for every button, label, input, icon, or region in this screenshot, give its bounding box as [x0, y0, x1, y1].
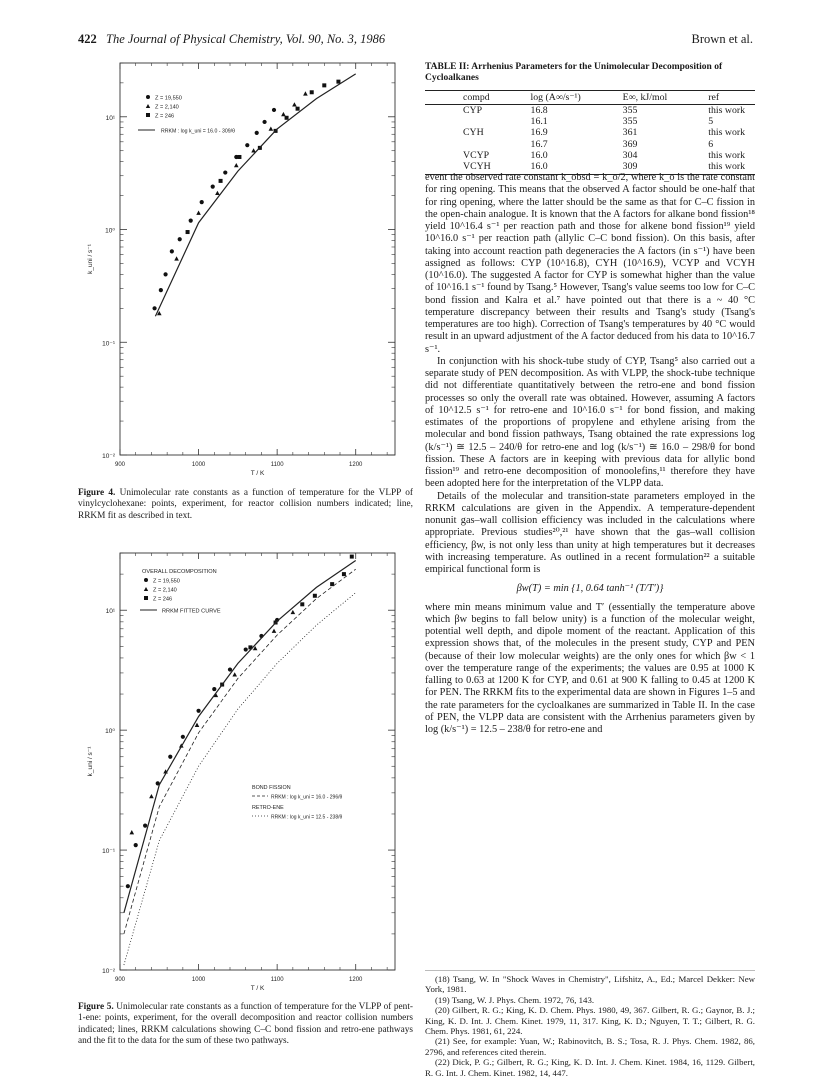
table-cell: VCYP — [463, 149, 490, 161]
plot-frame — [120, 553, 395, 970]
data-point-circle — [262, 120, 266, 124]
data-point-triangle — [232, 672, 237, 676]
reference: (21) See, for example: Yuan, W.; Rabinovitch, B. S.; Tosa, R. J. Phys. Chem. 1982, 86, 2796, and references cited therein. — [425, 1036, 755, 1057]
figure-5-svg — [80, 545, 410, 1000]
table-cell: 355 — [622, 105, 638, 116]
table-cell: this work — [708, 127, 746, 139]
table-row — [425, 150, 755, 161]
y-tick-label: 10⁻¹ — [102, 848, 115, 856]
data-point-square — [342, 572, 346, 576]
data-point-circle — [168, 755, 172, 759]
figure-4-caption-label: Figure 4. — [78, 488, 116, 498]
data-point-triangle — [292, 102, 297, 106]
table-row — [425, 127, 755, 138]
running-authors: Brown et al. — [691, 32, 753, 46]
table-cell: CYH — [463, 127, 484, 139]
data-point-triangle — [269, 126, 274, 130]
x-axis-label: T / K — [250, 470, 265, 477]
figure-5-caption-label: Figure 5. — [78, 1002, 114, 1012]
legend-marker-circle — [144, 578, 148, 582]
data-point-circle — [244, 647, 248, 651]
series-line — [124, 561, 356, 913]
y-tick-label: 10⁻² — [102, 453, 115, 460]
legend-marker-triangle — [144, 587, 148, 591]
x-tick-label: 1000 — [191, 462, 206, 468]
table-row — [425, 105, 755, 117]
data-point-circle — [200, 200, 204, 204]
legend-label: Z = 246 — [153, 596, 173, 603]
table-row — [425, 116, 755, 127]
table-cell: 16.7 — [530, 138, 548, 150]
table-cell: this work — [708, 105, 746, 116]
table-cell: 5 — [708, 116, 714, 128]
data-point-triangle — [195, 723, 200, 727]
data-point-circle — [223, 170, 227, 174]
legend-marker-square — [144, 596, 148, 600]
data-point-square — [300, 602, 304, 606]
data-point-circle — [196, 709, 200, 713]
figure-4-caption-text: Unimolecular rate constants as a function of temperature for the VLPP of vinylcyclohexane: points, experiment, for reactor collision numbers indicated; line, RRKM fit as described in text. — [78, 488, 413, 521]
plot-frame — [120, 63, 395, 455]
figure-5-plot — [80, 545, 410, 1000]
y-tick-label: 10⁰ — [105, 728, 115, 736]
y-tick-label: 10⁻¹ — [102, 340, 115, 348]
y-axis-label: k_uni / s⁻¹ — [87, 244, 94, 274]
reference: (19) Tsang, W. J. Phys. Chem. 1972, 76, 143. — [435, 994, 595, 1005]
data-point-square — [237, 155, 241, 159]
data-point-circle — [170, 249, 174, 253]
paragraph: event the observed rate constant k_obsd = k_o/2, where k_o is the rate constant for ring opening. This means that the observed A factor should be one-half that for ring opening, where the latter should be the same as that for C–C fission in the open-chain analogue. It is known that the A factors for alkane bond fission¹⁸ yield 10^16.4 s⁻¹ per reaction path and those for alkene bond fission¹⁹ yield 10^16.0 s⁻¹ per reaction path (allylic C–C bond fission). On this basis, after taking into account reaction path degeneracies the A factors (in s⁻¹) have been assigned as follows: CYP (10^16.8), CYH (10^16.9), VCYP and VCYH (10^16.0). The suggested A factor for CYP is somewhat higher than the value of 10^16.1 s⁻¹ found by Tsang.⁵ However, Tsang's value seems too low for C–C bond fission and Kalra et al.⁷ have pointed out that there is a ~ 40 °C temperature discrepancy between their results and Tsang's study (Tsang's temperatures are too high). Correction of Tsang's temperatures by 40 °C would result in an upward adjustment of the A factor deduced from his data to 10^16.7 s⁻¹. — [425, 172, 755, 355]
table-cell: CYP — [463, 105, 483, 116]
data-point-triangle — [174, 256, 179, 260]
data-point-triangle — [303, 91, 308, 95]
data-point-circle — [159, 288, 163, 292]
legend-label: Z = 19,550 — [155, 95, 182, 102]
data-point-square — [310, 90, 314, 94]
table-title: TABLE II: Arrhenius Parameters for the Unimolecular Decomposition of Cycloalkanes — [425, 62, 723, 83]
data-point-circle — [126, 884, 130, 888]
legend-label: Z = 19,550 — [153, 578, 180, 585]
data-point-triangle — [149, 794, 154, 798]
data-point-circle — [255, 131, 259, 135]
series-line — [124, 569, 356, 934]
figure-4-plot — [80, 55, 410, 485]
journal-title: The Journal of Physical Chemistry, Vol. 90, No. 3, 1986 — [106, 32, 386, 46]
table-cell: 16.9 — [530, 127, 548, 139]
table-cell: this work — [708, 149, 746, 161]
figure-5-caption-text: Unimolecular rate constants as a function of temperature for the VLPP of pent-1-ene: points, experiment, for the overall decomposition and reactor collision numbers indicated; lines, RRKM calculations showing C–C bond fission and retro-ene pathways and the fit to the data for the sum of these two pathways. — [78, 1002, 414, 1046]
paragraph: Details of the molecular and transition-state parameters employed in the RRKM calculations are given in the Appendix. A temperature-dependent nonunit gas–wall collision efficiency was included in the calculations where appropriate. Previous studies²⁰,²¹ have shown that the gas–wall collision efficiency, βw, is not only less than unity at high temperatures but it decreases with increasing temperature. As outlined in a recent formulation²² a suitable empirical functional form is — [425, 490, 755, 575]
x-tick-label: 1100 — [270, 977, 284, 983]
legend-label: Z = 2,140 — [155, 104, 179, 111]
series-line — [124, 593, 356, 965]
reference: (20) Gilbert, R. G.; King, K. D. Chem. Phys. 1980, 49, 367. Gilbert, R. G.; Gaynor, B. J.; King, K. D. Int. J. Chem. Kinet. 1979, 11, 317. King, K. D.; Nguyen, T. T.; Gilbert, R. G. Chem. Phys. 1981, 61, 224. — [425, 1005, 755, 1037]
references — [425, 970, 755, 1078]
data-point-circle — [178, 237, 182, 241]
table-header-row — [425, 91, 755, 105]
arrhenius-table — [425, 90, 755, 175]
table-cell: 16.1 — [530, 116, 548, 128]
body-text — [425, 172, 755, 736]
data-point-circle — [134, 843, 138, 847]
x-tick-label: 900 — [114, 977, 126, 983]
y-tick-label: 10¹ — [105, 114, 115, 122]
table-cell — [425, 139, 501, 150]
table-cell: 355 — [622, 116, 638, 128]
y-tick-label: 10⁻² — [102, 968, 115, 975]
table-cell: this work — [678, 161, 755, 175]
table-cell: 6 — [708, 138, 714, 150]
table-header-cell: ref — [678, 91, 755, 105]
table-cell: 16.0 — [501, 161, 593, 175]
table-cell: 309 — [593, 161, 679, 175]
table-header-cell: compd — [425, 91, 501, 105]
data-point-square — [336, 80, 340, 84]
data-point-triangle — [272, 629, 277, 633]
legend-title: OVERALL DECOMPOSITION — [142, 569, 217, 575]
table-cell: VCYH — [425, 161, 501, 175]
data-point-circle — [163, 272, 167, 276]
y-axis-label: k_uni / s⁻¹ — [87, 746, 94, 777]
data-point-circle — [228, 667, 232, 671]
data-point-triangle — [291, 610, 296, 614]
y-tick-label: 10⁰ — [105, 227, 115, 235]
data-point-square — [219, 179, 223, 183]
data-point-triangle — [281, 112, 286, 116]
data-point-triangle — [129, 830, 134, 834]
figure-5-caption — [78, 1002, 413, 1047]
data-point-square — [186, 230, 190, 234]
paragraph: In conjunction with his shock-tube study of CYP, Tsang⁵ also carried out a separate study of PEN decomposition. As with VLPP, the shock-tube technique did not differentiate quantitatively between the retro-ene and bond fission processes so only the overall rate was obtained. However, assuming A factors of 10^12.5 s⁻¹ for retro-ene and 10^16.0 s⁻¹ for bond fission, and making estimates of the proportions of propylene and ethylene arising from the molecular and bond fission pathways, Tsang obtained the rate expressions log (k/s⁻¹) ≅ 12.5 – 240/θ for retro-ene and log (k/s⁻¹) ≅ 16.0 – 298/θ for bond fission. These A factors are in keeping with previous data for allylic bond fission¹⁹ and retro-ene decomposition of monoolefins,¹¹ therefore they have been adopted here for the interpretation of the VLPP data. — [425, 355, 755, 490]
table-cell — [425, 116, 501, 127]
y-tick-label: 10¹ — [105, 608, 115, 616]
legend-label: RRKM : log k_uni = 12.5 - 238/θ — [271, 814, 343, 821]
legend-label: RRKM : log k_uni = 16.0 - 309/θ — [161, 128, 235, 135]
table-row — [425, 139, 755, 150]
legend-marker-square — [146, 113, 150, 117]
table-cell: 16.8 — [530, 105, 548, 116]
table-cell: 361 — [622, 127, 638, 139]
series-line — [155, 74, 355, 316]
x-tick-label: 1200 — [349, 462, 363, 468]
data-point-triangle — [215, 191, 220, 195]
x-axis-label: T / K — [250, 985, 265, 992]
data-point-circle — [212, 687, 216, 691]
data-point-square — [296, 107, 300, 111]
data-point-circle — [189, 218, 193, 222]
data-point-square — [322, 83, 326, 87]
legend-title: BOND FISSION — [252, 785, 291, 791]
legend-title: RETRO-ENE — [252, 805, 284, 811]
data-point-triangle — [234, 163, 239, 167]
paragraph: where min means minimum value and T′ (essentially the temperature above which βw begins to fall below unity) is a function of the molecular weight, potential well depth, and dipole moment of the reactant. Application of this expression shows that, of the molecules in the present study, CYP and PEN (because of their low molecular weights) are the only ones for which βw < 1 over the temperature range of the experiments; the values are 0.95 at 1000 K falling to 0.63 at 1200 K for CYP, and 0.61 at 900 K falling to 0.45 at 1200 K for PEN. The RRKM fits to the experimental data are shown in Figures 1–5 and the rate parameters for the cycloalkanes are summarized in Table II. In the case of PEN, the VLPP data are consistent with the Arrhenius parameters given by log (k/s⁻¹) = 12.5 – 238/θ for retro-ene and — [425, 601, 755, 735]
table-cell: 16.0 — [530, 149, 548, 161]
page-number: 422 — [78, 32, 97, 46]
table-cell: 369 — [622, 138, 638, 150]
table-header-cell: log (A∞/s⁻¹) — [501, 91, 593, 105]
legend-label: Z = 2,140 — [153, 587, 177, 594]
legend-marker-triangle — [146, 104, 150, 108]
table-cell: 304 — [622, 149, 638, 161]
x-tick-label: 1100 — [270, 462, 284, 468]
data-point-circle — [211, 185, 215, 189]
data-point-circle — [152, 306, 156, 310]
x-tick-label: 1000 — [191, 977, 206, 983]
figure-4-caption — [78, 488, 413, 522]
reference: (18) Tsang, W. In "Shock Waves in Chemistry", Lifshitz, A., Ed.; Marcel Dekker: New York, 1981. — [425, 974, 755, 995]
table-header-cell: E∞, kJ/mol — [593, 91, 679, 105]
data-point-circle — [181, 735, 185, 739]
data-point-square — [350, 555, 354, 559]
data-point-circle — [245, 143, 249, 147]
reference: (22) Dick, P. G.; Gilbert, R. G.; King, K. D. Int. J. Chem. Kinet. 1984, 16, 1129. Gilbert, R. G. Int. J. Chem. Kinet. 1982, 14, 447. — [425, 1057, 755, 1078]
data-point-circle — [143, 823, 147, 827]
x-tick-label: 1200 — [349, 977, 363, 983]
figure-4-svg — [80, 55, 410, 485]
legend-marker-circle — [146, 95, 150, 99]
legend-label: Z = 246 — [155, 113, 175, 120]
legend-label: RRKM : log k_uni = 16.0 - 296/θ — [271, 794, 343, 801]
data-point-square — [285, 116, 289, 120]
x-tick-label: 900 — [114, 462, 126, 468]
equation: βw(T) = min {1, 0.64 tanh⁻¹ (T/T′)} — [516, 583, 664, 595]
legend-label: RRKM FITTED CURVE — [162, 608, 221, 615]
data-point-square — [313, 594, 317, 598]
data-point-triangle — [196, 211, 201, 215]
data-point-circle — [272, 108, 276, 112]
